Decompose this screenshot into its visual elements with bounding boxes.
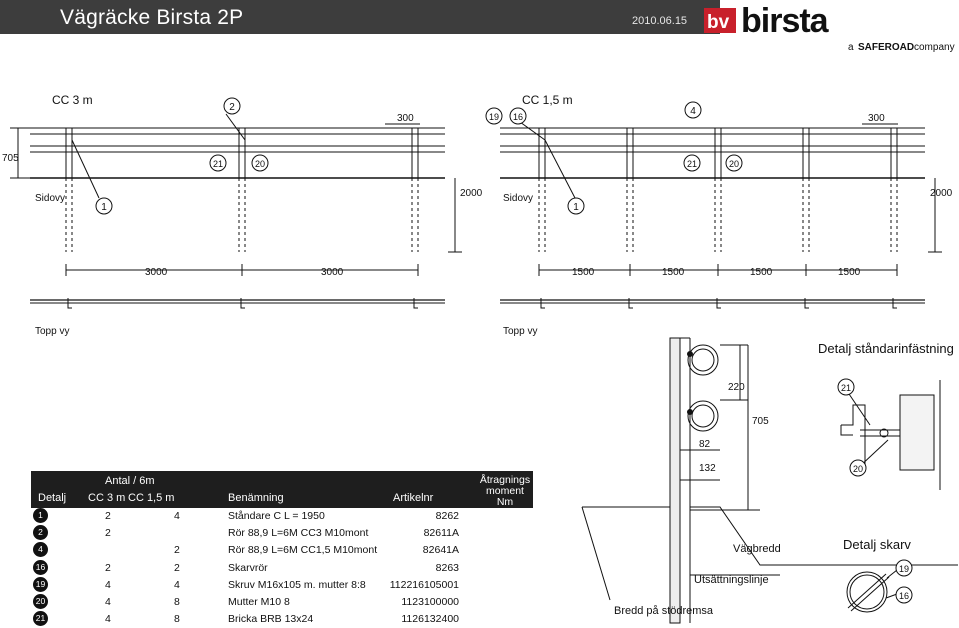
head-cc15: CC 1,5 m [128, 492, 175, 504]
span-right-2: 1500 [662, 267, 685, 278]
dim-220: 220 [728, 382, 745, 393]
side-view-label-left: Sidovy [35, 193, 66, 204]
dim-300-right: 300 [868, 113, 885, 124]
row-detail-badge: 20 [33, 594, 48, 609]
side-view-label-right: Sidovy [503, 193, 534, 204]
row-detail-badge: 4 [33, 542, 48, 557]
svg-text:21: 21 [840, 383, 852, 393]
span-right-4: 1500 [838, 267, 861, 278]
svg-text:company: company [914, 42, 955, 53]
parts-table-header [31, 471, 477, 508]
parts-table [31, 471, 531, 628]
head-cc3: CC 3 m [88, 492, 126, 504]
cc-label-right: CC 1,5 m [522, 93, 573, 107]
support-width-label: Bredd på stödremsa [614, 605, 714, 617]
dim-300-left: 300 [397, 113, 414, 124]
callout-20-detail [850, 460, 866, 476]
parts-table-body [31, 508, 477, 628]
row-cc3: 4 [105, 578, 111, 591]
callout-16-joint [896, 587, 912, 603]
callout-19-joint [896, 560, 912, 576]
svg-text:1: 1 [101, 202, 107, 213]
cc-label-left: CC 3 m [52, 93, 93, 107]
row-name: Rör 88,9 L=6M CC1,5 M10mont [228, 544, 378, 557]
callout-2-left [224, 98, 240, 114]
row-article: 1123100000 [401, 595, 459, 608]
callout-20-right [726, 155, 742, 171]
svg-text:20: 20 [728, 159, 740, 169]
row-name: Skarvrör [228, 561, 268, 574]
dim-2000-left: 2000 [460, 188, 483, 199]
row-detail-badge: 19 [33, 577, 48, 592]
svg-text:16: 16 [512, 112, 524, 122]
logo-wordmark: birsta [741, 2, 828, 40]
row-cc3: 4 [105, 595, 111, 608]
svg-text:2: 2 [229, 102, 235, 113]
row-cc15: 8 [174, 595, 180, 608]
svg-text:20: 20 [254, 159, 266, 169]
callout-21-left [210, 155, 226, 171]
row-article: 8263 [435, 561, 459, 574]
callout-1-left [96, 198, 112, 214]
callout-4-right [685, 102, 701, 118]
head-article: Artikelnr [393, 492, 434, 504]
detail-joint-drawing [847, 570, 897, 612]
detail-mount-title: Detalj ståndarinfästning [818, 341, 954, 356]
page-title: Vägräcke Birsta 2P [60, 6, 244, 29]
span-left-1: 3000 [145, 267, 168, 278]
row-detail-badge: 16 [33, 560, 48, 575]
svg-text:4: 4 [690, 106, 696, 117]
row-name: Bricka BRB 13x24 [228, 613, 314, 626]
callout-19-right [486, 108, 502, 124]
row-cc15: 8 [174, 613, 180, 626]
table-row [31, 611, 477, 628]
row-cc15: 2 [174, 561, 180, 574]
row-name: Ståndare C L = 1950 [228, 510, 325, 522]
row-detail-badge: 2 [33, 525, 48, 540]
svg-text:21: 21 [686, 159, 698, 169]
date-stamp: 2010.06.15 [632, 15, 688, 27]
table-row [31, 525, 477, 542]
dim-705-left: 705 [2, 153, 19, 164]
road-width-label: Vägbredd [733, 543, 781, 555]
svg-text:16: 16 [898, 591, 910, 601]
svg-text:a: a [848, 42, 854, 53]
table-row [31, 560, 477, 577]
callout-21-right [684, 155, 700, 171]
birsta-logo [704, 2, 955, 53]
row-cc3: 2 [105, 527, 111, 540]
svg-text:bv: bv [707, 12, 730, 33]
run-line-label: Utsättningslinje [694, 574, 769, 586]
top-view-label-right: Topp vy [503, 326, 538, 337]
dim-82: 82 [699, 439, 711, 450]
row-cc3: 2 [105, 510, 111, 522]
row-cc15: 2 [174, 544, 180, 557]
svg-text:19: 19 [488, 112, 500, 122]
span-left-2: 3000 [321, 267, 344, 278]
top-view-label-left: Topp vy [35, 326, 70, 337]
row-cc3: 4 [105, 613, 111, 626]
callout-16-right [510, 108, 526, 124]
top-view-left [30, 298, 445, 308]
svg-text:19: 19 [898, 564, 910, 574]
head-name: Benämning [228, 492, 284, 504]
detail-mount-drawing [582, 338, 958, 623]
row-article: 1126132400 [401, 613, 459, 626]
table-row [31, 542, 477, 559]
row-article: 112216105001 [389, 578, 459, 591]
dim-132: 132 [699, 463, 716, 474]
head-torque: Åtragnings moment Nm [477, 471, 533, 508]
row-cc15: 4 [174, 578, 180, 591]
table-row [31, 508, 477, 525]
row-name: Rör 88,9 L=6M CC3 M10mont [228, 527, 369, 540]
dim-2000-right: 2000 [930, 188, 953, 199]
row-cc3: 2 [105, 561, 111, 574]
row-detail-badge: 1 [33, 508, 48, 523]
row-article: 82611A [423, 527, 459, 540]
top-view-right [500, 298, 925, 308]
row-article: 82641A [422, 544, 459, 557]
row-name: Mutter M10 8 [228, 595, 290, 608]
span-right-1: 1500 [572, 267, 595, 278]
head-detail: Detalj [38, 492, 67, 504]
table-row [31, 594, 477, 611]
svg-text:SAFEROAD: SAFEROAD [858, 42, 915, 53]
row-name: Skruv M16x105 m. mutter 8:8 [228, 578, 366, 591]
detail-joint-title: Detalj skarv [843, 537, 911, 552]
row-cc15: 4 [174, 510, 180, 522]
callout-21-detail [838, 379, 854, 395]
head-qty: Antal / 6m [105, 475, 155, 487]
span-right-3: 1500 [750, 267, 773, 278]
row-article: 8262 [435, 510, 459, 522]
callout-20-left [252, 155, 268, 171]
table-row [31, 577, 477, 594]
row-detail-badge: 21 [33, 611, 48, 626]
svg-text:1: 1 [573, 202, 579, 213]
callout-1-right [568, 198, 584, 214]
left-side-view [10, 93, 462, 276]
svg-text:21: 21 [212, 159, 224, 169]
dim-705-detail: 705 [752, 416, 769, 427]
svg-text:20: 20 [852, 464, 864, 474]
